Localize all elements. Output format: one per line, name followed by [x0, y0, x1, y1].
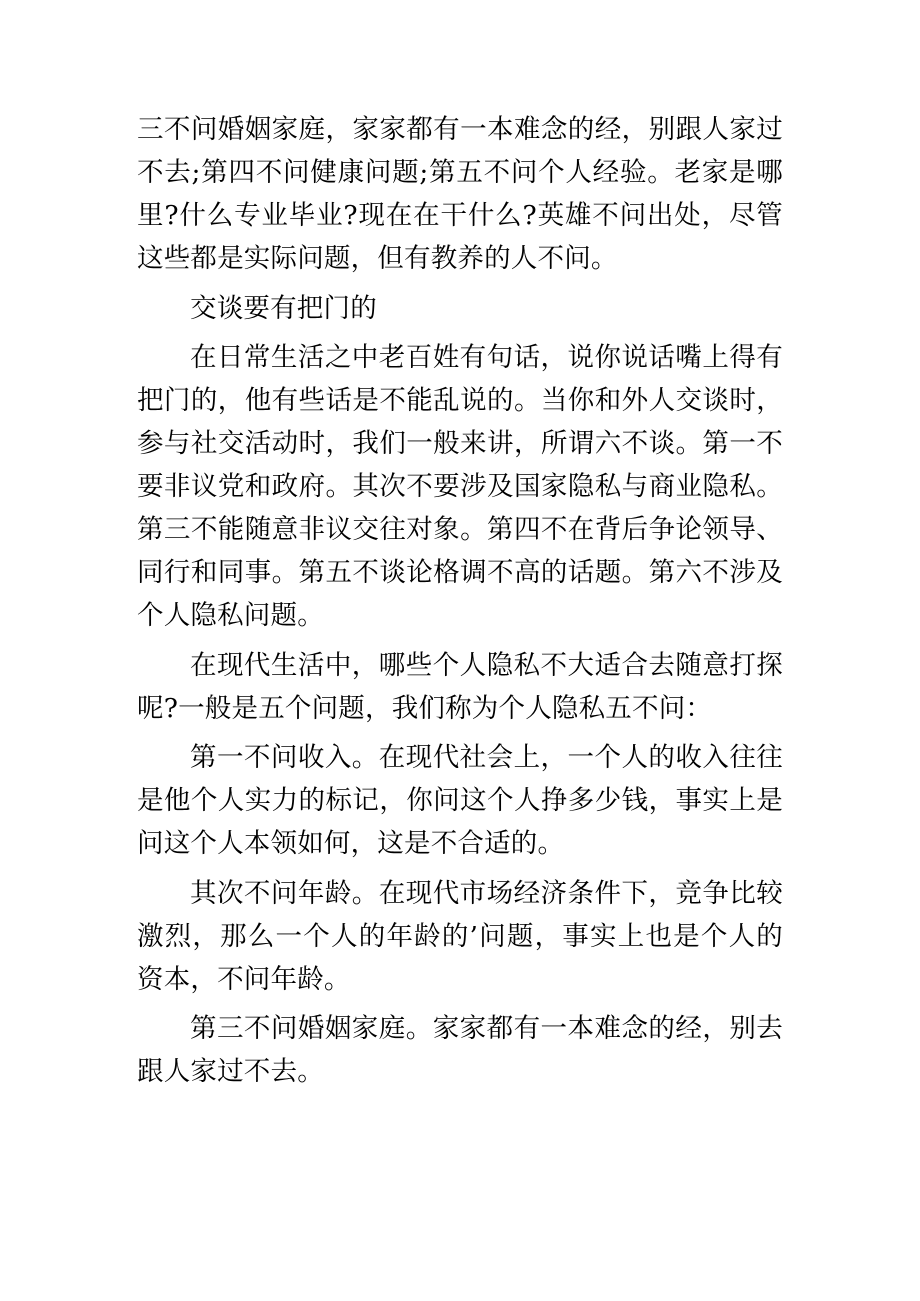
paragraph-marriage: 第三不问婚姻家庭。家家都有一本难念的经，别去跟人家过不去。 [137, 1013, 783, 1087]
paragraph-privacy-intro: 在现代生活中，哪些个人隐私不大适合去随意打探呢?一般是五个问题，我们称为个人隐私五不问： [137, 649, 783, 724]
paragraph-continued: 三不问婚姻家庭，家家都有一本难念的经，别跟人家过不去;第四不问健康问题;第五不问个人经验。老家是哪里?什么专业毕业?现在在干什么?英雄不问出处，尽管这些都是实际问题，但有教养的人不问。 [137, 114, 783, 274]
document-body [137, 108, 783, 1100]
paragraph-income: 第一不问收入。在现代社会上，一个人的收入往往是他个人实力的标记，你问这个人挣多少钱，事实上是问这个人本领如何，这是不合适的。 [137, 742, 783, 859]
paragraph-six-topics: 在日常生活之中老百姓有句话，说你说话嘴上得有把门的，他有些话是不能乱说的。当你和外人交谈时，参与社交活动时，我们一般来讲，所谓六不谈。第一不要非议党和政府。其次不要涉及国家隐私与商业隐私。第三不能随意非议交往对象。第四不在背后争论领导、同行和同事。第五不谈论格调不高的话题。第六不涉及个人隐私问题。 [137, 342, 783, 631]
paragraph-age: 其次不问年龄。在现代市场经济条件下，竞争比较激烈，那么一个人的年龄的’问题，事实上也是个人的资本，不问年龄。 [137, 877, 783, 995]
section-heading: 交谈要有把门的 [190, 292, 377, 324]
